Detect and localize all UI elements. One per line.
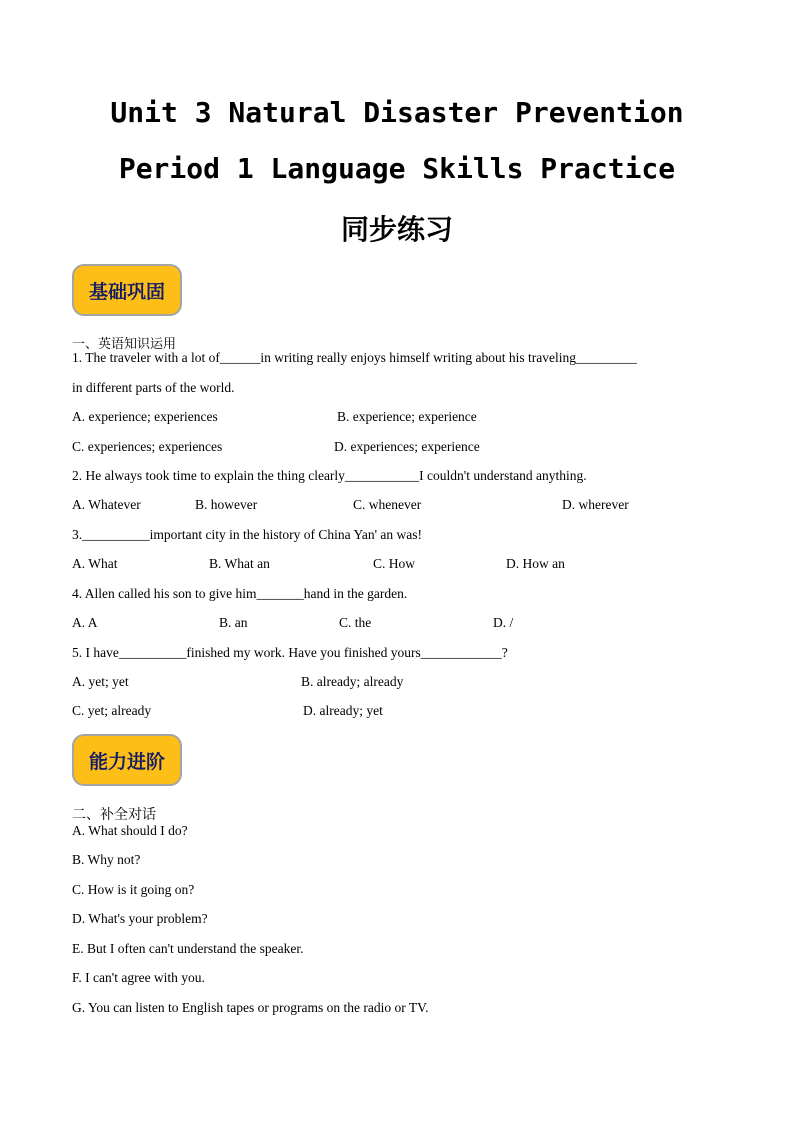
q2-option-b: B. however [195, 497, 258, 512]
q1-stem-a: 1. The traveler with a lot of______in writing really enjoys himself writing about his traveling_________ [72, 350, 637, 365]
q2-option-d: D. wherever [562, 497, 629, 512]
q4-stem: 4. Allen called his son to give him_______hand in the garden. [72, 586, 408, 601]
q2-option-a: A. Whatever [72, 497, 141, 512]
section2-heading: 二、补全对话 [72, 807, 156, 823]
q5-option-d: D. already; yet [303, 703, 383, 718]
title-line-2: Period 1 Language Skills Practice [118, 152, 676, 185]
q3-option-d: D. How an [506, 556, 565, 571]
dialog-option-c: C. How is it going on? [72, 882, 195, 897]
q1-option-c: C. experiences; experiences [72, 439, 223, 454]
q3-stem: 3.__________important city in the history of China Yan' an was! [72, 527, 423, 542]
q1-option-b: B. experience; experience [337, 409, 477, 424]
dialog-option-e: E. But I often can't understand the speaker. [72, 941, 304, 956]
q4-option-a: A. A [72, 615, 98, 630]
q3-option-a: A. What [72, 556, 118, 571]
badge-basic: 基础巩固 [72, 264, 182, 316]
q5-option-b: B. already; already [301, 674, 404, 689]
q5-option-c: C. yet; already [72, 703, 152, 718]
q1-option-d: D. experiences; experience [334, 439, 480, 454]
q5-stem: 5. I have__________finished my work. Have you finished yours____________? [72, 645, 508, 660]
q1-option-a: A. experience; experiences [72, 409, 218, 424]
q3-option-b: B. What an [209, 556, 270, 571]
title-line-1: Unit 3 Natural Disaster Prevention [110, 96, 684, 129]
q4-option-d: D. / [493, 615, 514, 630]
q5-option-a: A. yet; yet [72, 674, 129, 689]
title-line-3: 同步练习 [340, 213, 453, 246]
q3-option-c: C. How [373, 556, 416, 571]
q2-stem: 2. He always took time to explain the thing clearly___________I couldn't understand anything. [72, 468, 587, 483]
badge-advanced: 能力进阶 [72, 734, 182, 786]
dialog-option-b: B. Why not? [72, 852, 141, 867]
dialog-option-d: D. What's your problem? [72, 911, 208, 926]
q2-option-c: C. whenever [353, 497, 422, 512]
q1-stem-b: in different parts of the world. [72, 380, 235, 395]
dialog-option-a: A. What should I do? [72, 823, 188, 838]
q4-option-b: B. an [219, 615, 248, 630]
section1-heading: 一、英语知识运用 [72, 337, 177, 352]
dialog-option-g: G. You can listen to English tapes or programs on the radio or TV. [72, 1000, 429, 1015]
q4-option-c: C. the [339, 615, 372, 630]
dialog-option-f: F. I can't agree with you. [72, 970, 205, 985]
